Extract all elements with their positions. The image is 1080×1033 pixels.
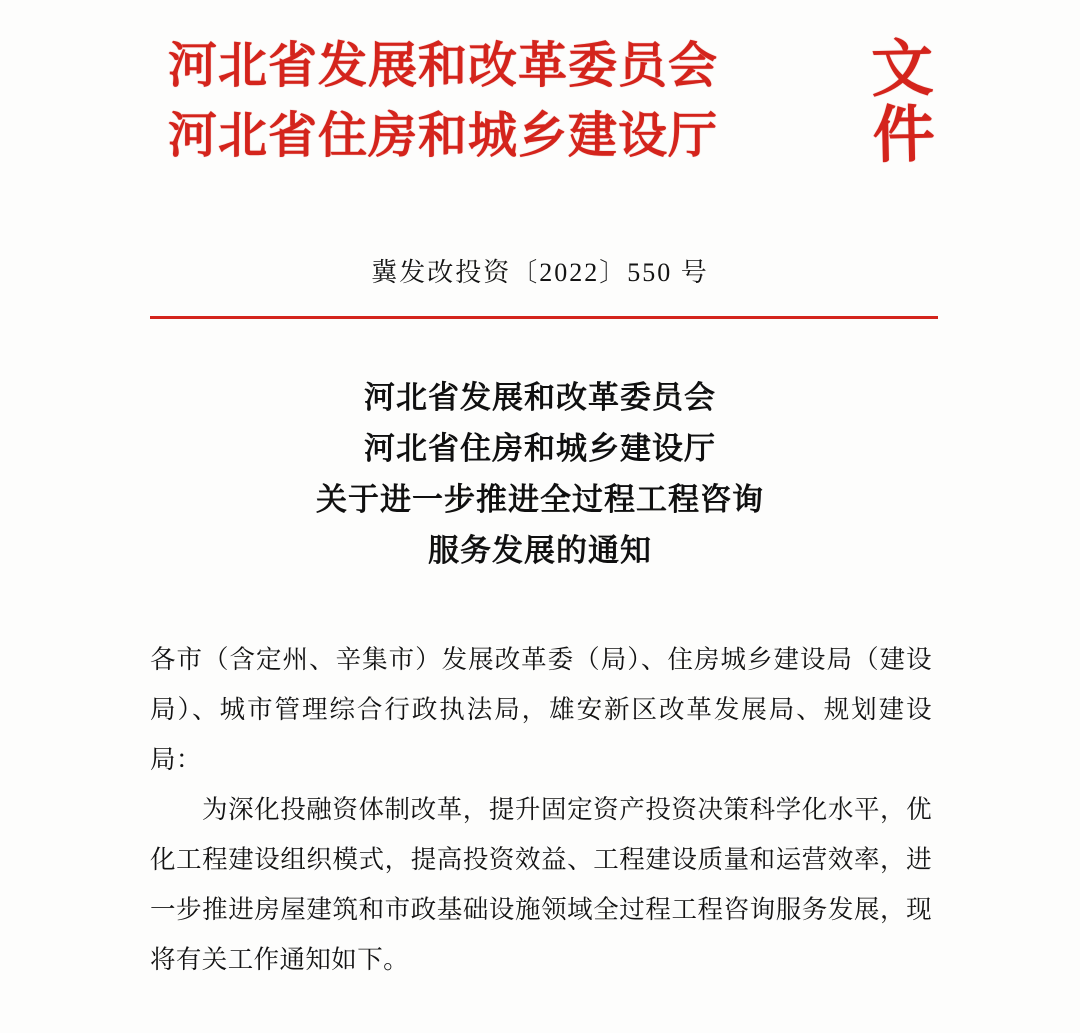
document-title <box>0 373 1080 577</box>
title-line-2: 河北省住房和城乡建设厅 <box>364 431 716 467</box>
title-line-1: 河北省发展和改革委员会 <box>364 380 716 416</box>
body-paragraph-1: 为深化投融资体制改革，提升固定资产投资决策科学化水平，优化工程建设组织模式，提高投资效益、工程建设质量和运营效率，进一步推进房屋建筑和市政基础设施领域全过程工程咨询服务发展，现将有关工作通知如下。 <box>150 795 932 974</box>
title-line-3: 关于进一步推进全过程工程咨询 <box>316 482 764 518</box>
masthead-suffix: 文件 <box>870 31 936 172</box>
masthead-line-2: 河北省住房和城乡建设厅 <box>168 106 719 164</box>
salutation-paragraph: 各市（含定州、辛集市）发展改革委（局）、住房城乡建设局（建设局）、城市管理综合行政执法局，雄安新区改革发展局、规划建设局： <box>150 645 932 774</box>
document-number-row <box>0 252 1080 289</box>
document-body <box>0 635 1080 985</box>
masthead <box>0 0 1080 190</box>
document-number: 冀发改投资〔2022〕550 号 <box>371 258 709 287</box>
masthead-issuer-lines <box>168 30 848 170</box>
red-divider-rule <box>150 316 938 319</box>
masthead-line-1: 河北省发展和改革委员会 <box>168 36 719 94</box>
title-line-4: 服务发展的通知 <box>428 533 652 569</box>
